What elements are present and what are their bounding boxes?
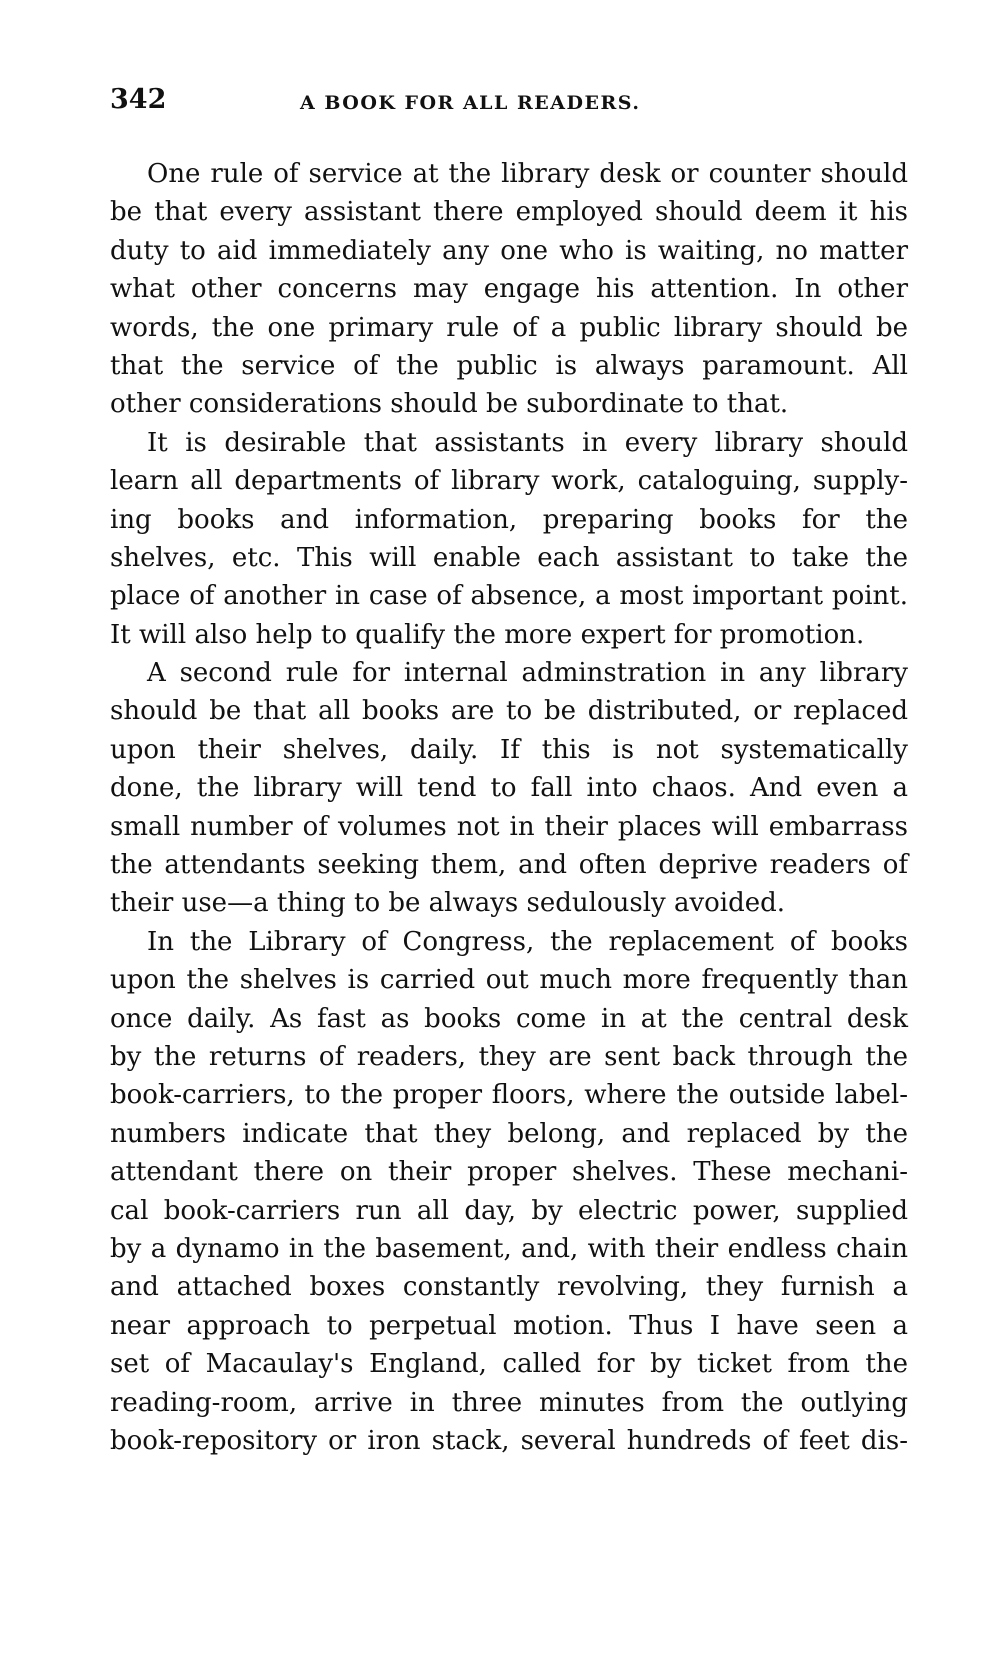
text-line: done, the library will tend to fall into chaos. And even a [110, 773, 908, 804]
text-line: words, the one primary rule of a public library should be [110, 312, 908, 343]
text-line: book-carriers, to the proper floors, where the outside label- [110, 1080, 908, 1111]
text-line: place of another in case of absence, a most important point. [110, 581, 908, 612]
text-line: set of Macaulay's England, called for by ticket from the [110, 1349, 908, 1380]
text-line: be that every assistant there employed should deem it his [110, 197, 908, 228]
text-line: duty to aid immediately any one who is waiting, no matter [110, 235, 908, 266]
text-line: by a dynamo in the basement, and, with their endless chain [110, 1233, 908, 1264]
text-line: cal book-carriers run all day, by electric power, supplied [110, 1195, 908, 1226]
text-line: should be that all books are to be distributed, or replaced [110, 696, 908, 727]
text-line: by the returns of readers, they are sent back through the [110, 1041, 908, 1072]
running-title: A BOOK FOR ALL READERS. [300, 92, 641, 114]
text-line: their use—a thing to be always sedulously avoided. [110, 888, 786, 919]
text-line: It is desirable that assistants in every library should [147, 427, 908, 458]
text-line: A second rule for internal adminstration in any library [147, 658, 908, 689]
text-line: other considerations should be subordinate to that. [110, 389, 789, 420]
text-line: attendant there on their proper shelves. These mechani- [110, 1157, 908, 1188]
text-line: small number of volumes not in their places will embarrass [110, 811, 908, 842]
page-number: 342 [110, 84, 167, 115]
text-line: book-repository or iron stack, several hundreds of feet dis- [110, 1425, 908, 1456]
text-line: In the Library of Congress, the replacement of books [147, 926, 908, 957]
text-line: One rule of service at the library desk or counter should [147, 159, 908, 189]
text-line: ing books and information, preparing books for the [110, 504, 908, 535]
body-text [110, 155, 908, 1460]
text-line: upon the shelves is carried out much more frequently than [110, 965, 908, 996]
text-line: the attendants seeking them, and often deprive readers of [110, 850, 908, 881]
text-line: reading-room, arrive in three minutes from the outlying [110, 1387, 908, 1418]
text-line: what other concerns may engage his attention. In other [110, 274, 908, 305]
text-line: learn all departments of library work, cataloguing, supply- [110, 466, 908, 497]
text-line: It will also help to qualify the more expert for promotion. [110, 619, 865, 650]
text-line: that the service of the public is always paramount. All [110, 350, 908, 381]
text-line: shelves, etc. This will enable each assistant to take the [110, 542, 908, 573]
text-line: and attached boxes constantly revolving, they furnish a [110, 1272, 908, 1303]
text-line: once daily. As fast as books come in at the central desk [110, 1003, 908, 1034]
text-line: upon their shelves, daily. If this is not systematically [110, 734, 908, 765]
text-line: near approach to perpetual motion. Thus I have seen a [110, 1310, 908, 1341]
text-line: numbers indicate that they belong, and replaced by the [110, 1118, 908, 1149]
